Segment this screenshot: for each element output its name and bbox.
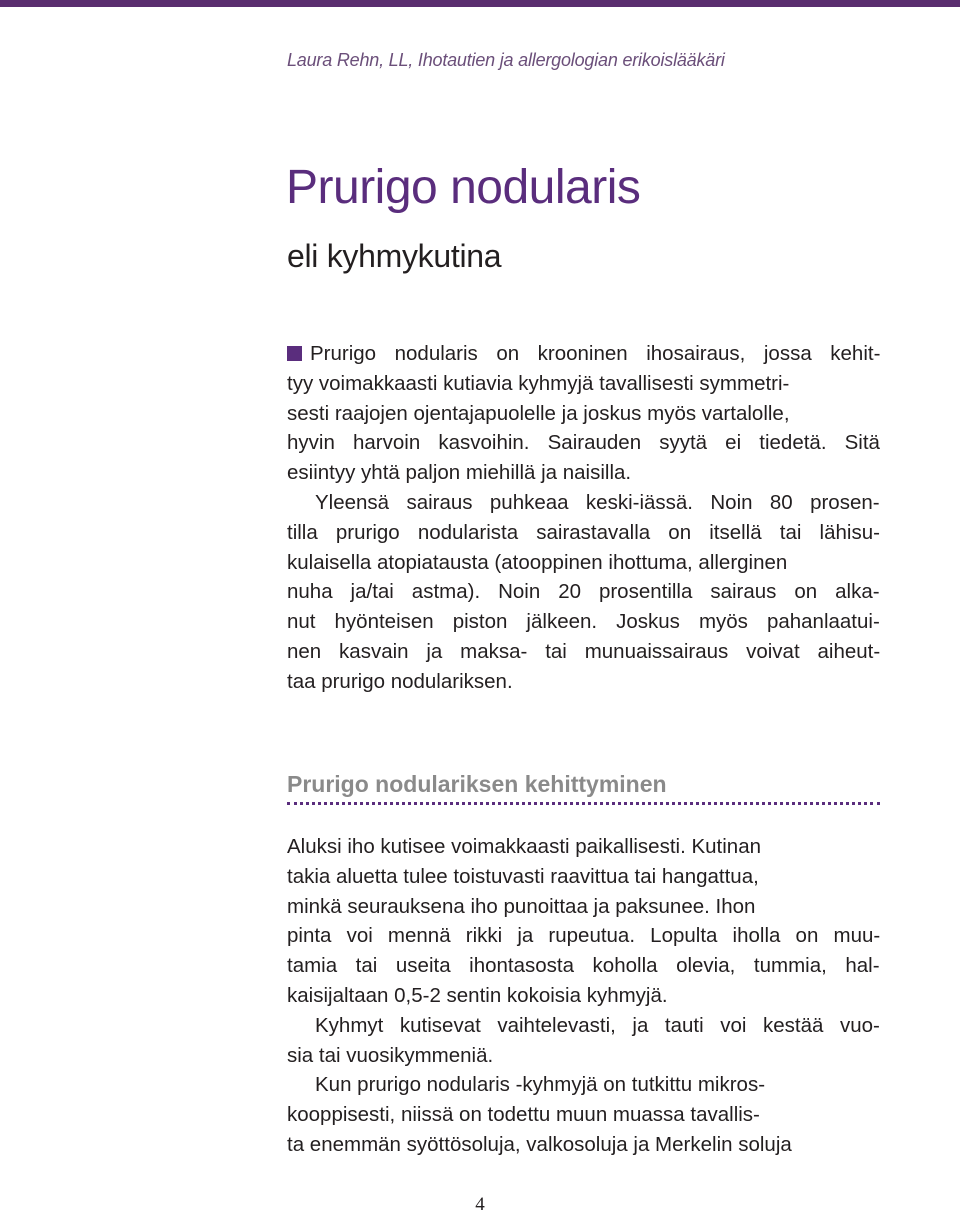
dotted-divider xyxy=(287,802,880,805)
section-line xyxy=(287,951,880,981)
section-line-text: sia tai vuosikymmeniä. xyxy=(287,1043,494,1067)
intro-line-text: esiintyy yhtä paljon miehillä ja naisilla. xyxy=(287,461,632,485)
intro-line xyxy=(287,399,880,429)
intro-line-text: tilla prurigo nodularista sairastavalla on itsellä tai lähisu- xyxy=(287,520,880,544)
intro-line xyxy=(287,548,880,578)
intro-line-text: sesti raajojen ojentajapuolelle ja joskus myös vartalolle, xyxy=(287,401,790,425)
intro-line xyxy=(287,518,880,548)
page-subtitle: eli kyhmykutina xyxy=(287,238,502,274)
section-line-text: Aluksi iho kutisee voimakkaasti paikallisesti. Kutinan xyxy=(287,835,762,858)
intro-line xyxy=(287,369,880,399)
section-line xyxy=(287,1130,880,1160)
section-line xyxy=(287,921,880,951)
intro-line-text: hyvin harvoin kasvoihin. Sairauden syytä ei tiedetä. Sitä xyxy=(287,431,880,455)
page-title: Prurigo nodularis xyxy=(286,161,641,214)
intro-line xyxy=(287,637,880,667)
intro-line xyxy=(287,607,880,637)
intro-line-text: taa prurigo nodulariksen. xyxy=(287,669,513,693)
intro-line xyxy=(287,428,880,458)
section-line-text: pinta voi mennä rikki ja rupeutua. Lopulta iholla on muu- xyxy=(287,924,881,948)
section-line xyxy=(287,1041,880,1071)
section-paragraphs xyxy=(287,832,880,1160)
section-line-text: minkä seurauksena iho punoittaa ja paksunee. Ihon xyxy=(287,894,756,918)
section-line-text: kooppisesti, niissä on todettu muun muassa tavallis- xyxy=(287,1103,760,1127)
square-bullet-icon xyxy=(287,346,302,361)
section-line xyxy=(287,1070,880,1100)
section-line xyxy=(287,892,880,922)
section-line xyxy=(287,862,880,892)
section-line-text: tamia tai useita ihontasosta koholla olevia, tummia, hal- xyxy=(287,954,880,978)
intro-line-text: nen kasvain ja maksa- tai munuaissairaus voivat aiheut- xyxy=(287,639,881,663)
intro-line-text: nut hyönteisen piston jälkeen. Joskus myös pahanlaatui- xyxy=(287,610,880,634)
section-line xyxy=(287,1100,880,1130)
section-line-text: kaisijaltaan 0,5-2 sentin kokoisia kyhmyjä. xyxy=(287,983,668,1007)
top-color-bar xyxy=(0,0,960,7)
section-line xyxy=(287,981,880,1011)
intro-paragraphs xyxy=(287,339,880,697)
intro-line xyxy=(287,458,880,488)
section-heading: Prurigo nodulariksen kehittyminen xyxy=(287,771,667,797)
section-line xyxy=(287,832,880,862)
section-line-text: ta enemmän syöttösoluja, valkosoluja ja Merkelin soluja xyxy=(287,1132,792,1156)
intro-line xyxy=(287,488,880,518)
intro-line-text: nuha ja/tai astma). Noin 20 prosentilla sairaus on alka- xyxy=(287,580,880,604)
section-line-text: takia aluetta tulee toistuvasti raavittua tai hangattua, xyxy=(287,864,759,888)
intro-line xyxy=(287,339,880,369)
intro-line xyxy=(287,577,880,607)
section-line-text: Kyhmyt kutisevat vaihtelevasti, ja tauti voi kestää vuo- xyxy=(315,1013,880,1037)
intro-line-text: kulaisella atopiatausta (atooppinen ihottuma, allerginen xyxy=(287,550,788,574)
section-line xyxy=(287,1011,880,1041)
page-number: 4 xyxy=(475,1194,485,1215)
intro-line-text: Prurigo nodularis on krooninen ihosairaus, jossa kehit- xyxy=(310,342,881,365)
intro-line xyxy=(287,667,880,697)
intro-line-text: tyy voimakkaasti kutiavia kyhmyjä tavallisesti symmetri- xyxy=(287,371,790,395)
intro-line-text: Yleensä sairaus puhkeaa keski-iässä. Noin 80 prosen- xyxy=(315,490,880,514)
author-line: Laura Rehn, LL, Ihotautien ja allergologian erikoislääkäri xyxy=(287,50,725,70)
section-line-text: Kun prurigo nodularis -kyhmyjä on tutkittu mikros- xyxy=(315,1073,766,1097)
